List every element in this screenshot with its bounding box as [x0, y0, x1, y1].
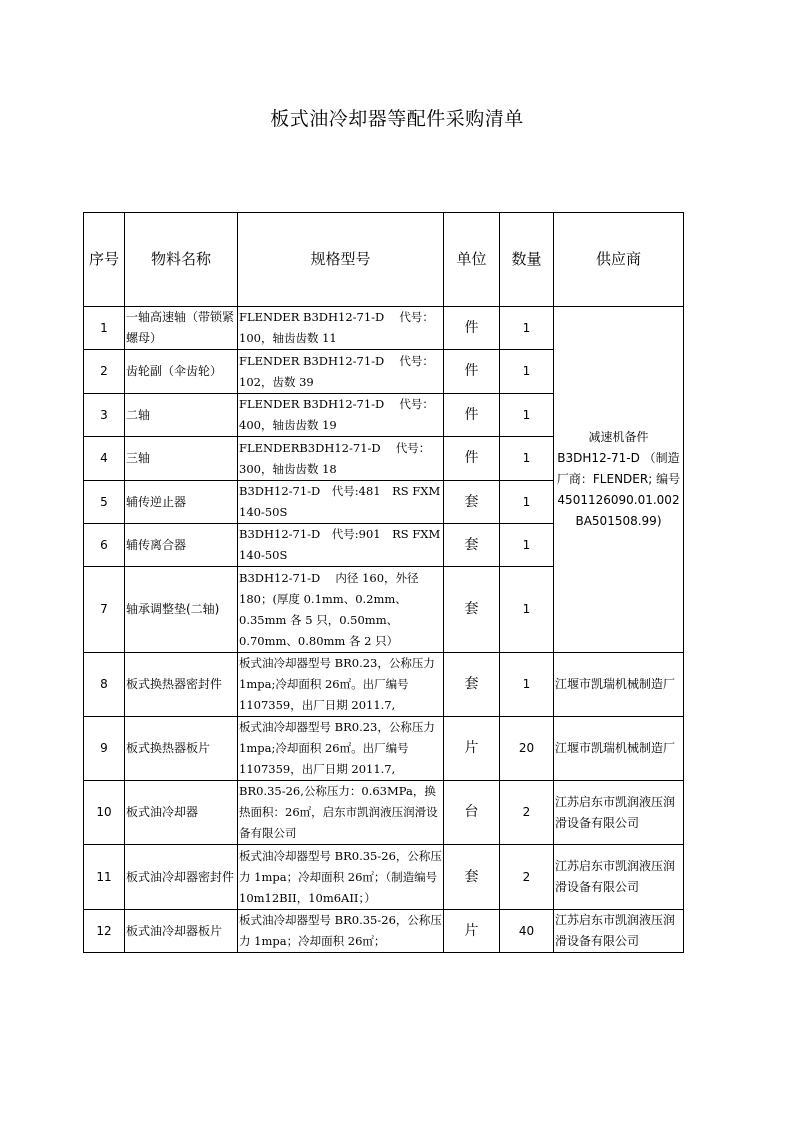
row-spec: B3DH12-71-D 内径 160，外径 180；(厚度 0.1mm、0.2mm、0.35mm 各 5 只，0.50mm、0.70mm、0.80mm 各 2 只） [238, 567, 444, 653]
row-seq: 10 [84, 781, 125, 845]
row-name: 辅传离合器 [125, 524, 238, 567]
row-qty: 2 [500, 781, 554, 845]
row-qty: 1 [500, 307, 554, 350]
table-row [84, 653, 684, 717]
row-unit: 套 [444, 567, 500, 653]
purchase-table [83, 212, 684, 953]
row-unit: 片 [444, 717, 500, 781]
supplier-line: B3DH12-71-D （制造 [557, 451, 680, 465]
table-row [84, 307, 684, 350]
row-spec: FLENDERB3DH12-71-D 代号：300，轴齿齿数 18 [238, 437, 444, 481]
merged-supplier-cell [554, 307, 684, 653]
row-qty: 1 [500, 653, 554, 717]
row-seq: 12 [84, 910, 125, 953]
supplier-line: 4501126090.01.002 [557, 493, 680, 507]
row-qty: 1 [500, 350, 554, 394]
row-seq: 9 [84, 717, 125, 781]
row-qty: 1 [500, 481, 554, 524]
row-name: 板式油冷却器板片 [125, 910, 238, 953]
row-name: 板式油冷却器密封件 [125, 845, 238, 910]
page-title: 板式油冷却器等配件采购清单 [270, 108, 524, 130]
row-seq: 8 [84, 653, 125, 717]
row-spec: 板式油冷却器型号 BR0.23，公称压力 1mpa;冷却面积 26㎡。出厂编号 1107359，出厂日期 2011.7, [238, 717, 444, 781]
row-unit: 套 [444, 524, 500, 567]
row-spec: B3DH12-71-D 代号:901 RS FXM 140-50S [238, 524, 444, 567]
row-name: 板式换热器密封件 [125, 653, 238, 717]
row-name: 板式油冷却器 [125, 781, 238, 845]
table-row [84, 845, 684, 910]
row-supplier: 江苏启东市凯润液压润滑设备有限公司 [554, 910, 684, 953]
row-spec: BR0.35-26,公称压力：0.63MPa，换热面积：26㎡，启东市凯润液压润滑设备有限公司 [238, 781, 444, 845]
row-seq: 3 [84, 394, 125, 437]
row-unit: 台 [444, 781, 500, 845]
row-spec: FLENDER B3DH12-71-D 代号：102，齿数 39 [238, 350, 444, 394]
row-qty: 20 [500, 717, 554, 781]
row-seq: 6 [84, 524, 125, 567]
row-seq: 5 [84, 481, 125, 524]
row-unit: 套 [444, 653, 500, 717]
row-spec: FLENDER B3DH12-71-D 代号：400，轴齿齿数 19 [238, 394, 444, 437]
row-seq: 4 [84, 437, 125, 481]
row-name: 二轴 [125, 394, 238, 437]
row-unit: 件 [444, 437, 500, 481]
row-name: 一轴高速轴（带锁紧螺母） [125, 307, 238, 350]
header-supplier: 供应商 [554, 213, 684, 307]
row-unit: 件 [444, 350, 500, 394]
supplier-line: 厂商：FLENDER; 编号 [556, 472, 681, 486]
table-row [84, 717, 684, 781]
header-spec: 规格型号 [238, 213, 444, 307]
row-name: 辅传逆止器 [125, 481, 238, 524]
row-spec: FLENDER B3DH12-71-D 代号：100，轴齿齿数 11 [238, 307, 444, 350]
row-seq: 2 [84, 350, 125, 394]
header-qty: 数量 [500, 213, 554, 307]
row-spec: 板式油冷却器型号 BR0.23，公称压力 1mpa;冷却面积 26㎡。出厂编号 1107359，出厂日期 2011.7, [238, 653, 444, 717]
row-supplier: 江堰市凯瑞机械制造厂 [554, 717, 684, 781]
row-supplier: 江苏启东市凯润液压润滑设备有限公司 [554, 845, 684, 910]
row-unit: 片 [444, 910, 500, 953]
row-qty: 1 [500, 394, 554, 437]
row-name: 三轴 [125, 437, 238, 481]
row-qty: 1 [500, 437, 554, 481]
row-qty: 2 [500, 845, 554, 910]
row-unit: 件 [444, 394, 500, 437]
row-unit: 件 [444, 307, 500, 350]
row-seq: 11 [84, 845, 125, 910]
row-spec: 板式油冷却器型号 BR0.35-26，公称压力 1mpa；冷却面积 26㎡；（制造编号 10m12BII，10m6AII；） [238, 845, 444, 910]
header-seq: 序号 [84, 213, 125, 307]
row-name: 轴承调整垫(二轴) [125, 567, 238, 653]
table-header-row [84, 213, 684, 307]
row-name: 板式换热器板片 [125, 717, 238, 781]
row-supplier: 江苏启东市凯润液压润滑设备有限公司 [554, 781, 684, 845]
supplier-line: 减速机备件 [588, 430, 649, 444]
row-supplier: 江堰市凯瑞机械制造厂 [554, 653, 684, 717]
header-name: 物料名称 [125, 213, 238, 307]
table-row [84, 781, 684, 845]
row-spec: 板式油冷却器型号 BR0.35-26，公称压力 1mpa；冷却面积 26㎡； [238, 910, 444, 953]
row-name: 齿轮副（伞齿轮） [125, 350, 238, 394]
header-unit: 单位 [444, 213, 500, 307]
table-row [84, 910, 684, 953]
row-qty: 1 [500, 567, 554, 653]
row-seq: 1 [84, 307, 125, 350]
row-qty: 40 [500, 910, 554, 953]
row-unit: 套 [444, 481, 500, 524]
row-unit: 套 [444, 845, 500, 910]
supplier-line: BA501508.99) [575, 514, 662, 528]
row-seq: 7 [84, 567, 125, 653]
row-qty: 1 [500, 524, 554, 567]
row-spec: B3DH12-71-D 代号:481 RS FXM 140-50S [238, 481, 444, 524]
